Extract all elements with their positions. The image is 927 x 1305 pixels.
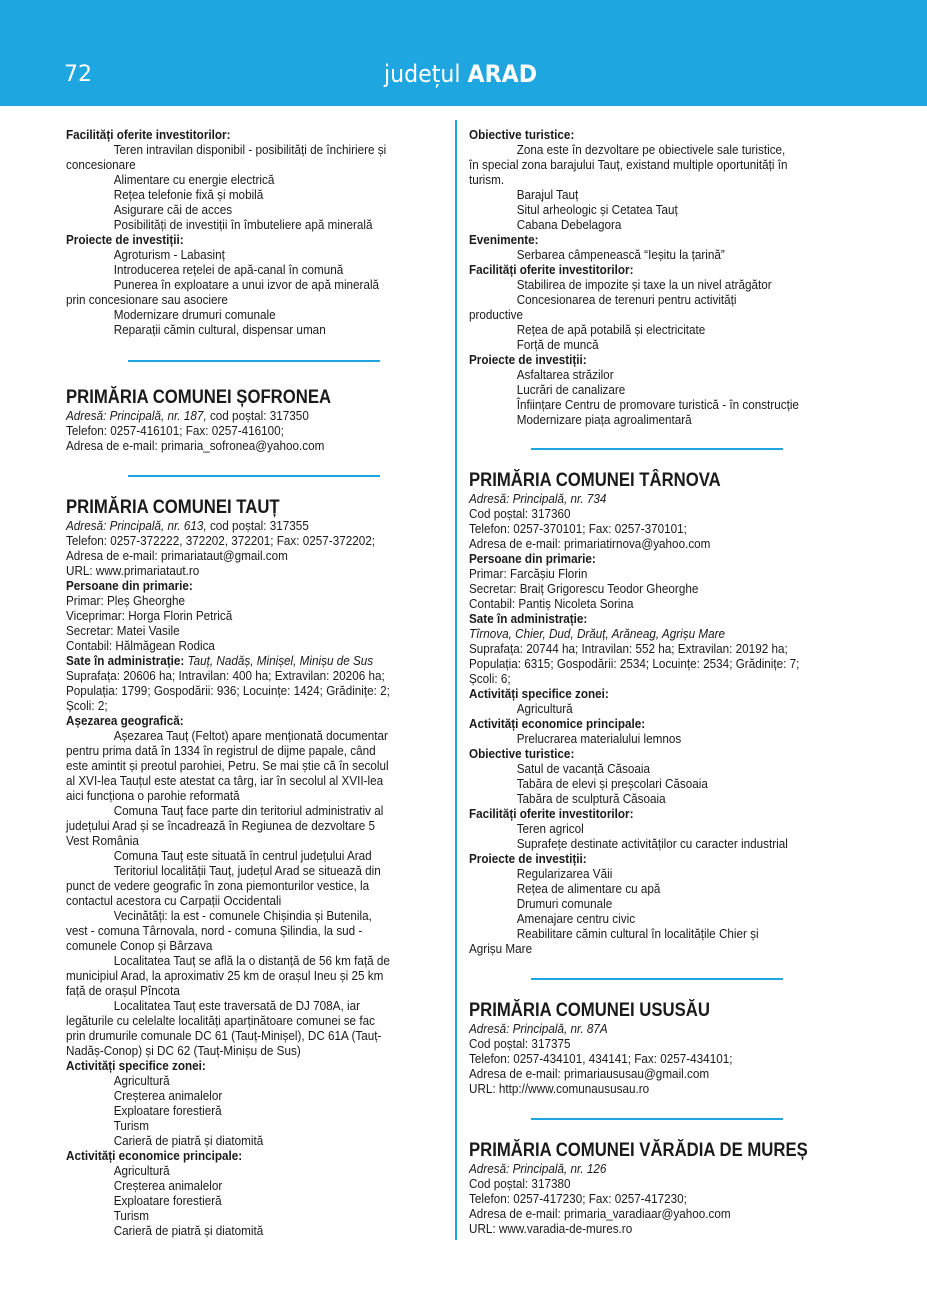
- section-label: Proiecte de investiții:: [469, 851, 587, 866]
- section-label: Așezarea geografică:: [66, 713, 184, 728]
- text-line: Cabana Debelagora: [516, 217, 622, 232]
- page-header: [0, 0, 927, 106]
- address-line: Adresă: Principală, nr. 734: [469, 491, 607, 506]
- text-line: Reabilitare cămin cultural în localitățile Chier și: [516, 926, 759, 941]
- text-line: Alimentare cu energie electrică: [113, 172, 275, 187]
- text-line: Populația: 6315; Gospodării: 2534; Locuințe: 2534; Grădinițe: 7;: [469, 656, 800, 671]
- left-column: [66, 127, 442, 1238]
- text-line: Secretar: Braiț Grigorescu Teodor Gheorghe: [469, 581, 699, 596]
- text-line: Creșterea animalelor: [113, 1088, 223, 1103]
- text-line: Vest România: [66, 833, 139, 848]
- text-line: Comuna Tauț este situată în centrul județului Arad: [113, 848, 372, 863]
- text-line: Tabăra de sculptură Căsoaia: [516, 791, 666, 806]
- text-line: turism.: [469, 172, 505, 187]
- header-title-county: ARAD: [467, 60, 538, 88]
- page-number: 72: [64, 62, 92, 87]
- text-line: Asfaltarea străzilor: [516, 367, 614, 382]
- section-separator: [531, 1118, 783, 1120]
- url-line: URL: http://www.comunaususau.ro: [469, 1081, 650, 1096]
- text-line: Carieră de piatră și diatomită: [113, 1223, 264, 1238]
- text-line: Exploatare forestieră: [113, 1193, 222, 1208]
- text-line: Teren agricol: [516, 821, 584, 836]
- text-line: Agricultură: [516, 701, 573, 716]
- postal-code-line: Cod poștal: 317380: [469, 1176, 571, 1191]
- section-title-tarnova: PRIMĂRIA COMUNEI TÂRNOVA: [469, 470, 721, 491]
- text-line: Suprafețe destinate activităților cu caracter industrial: [516, 836, 788, 851]
- email-line: Adresa de e-mail: primariaususau@gmail.com: [469, 1066, 710, 1081]
- text-line: Situl arheologic și Cetatea Tauț: [516, 202, 678, 217]
- text-line: Introducerea rețelei de apă-canal în comună: [113, 262, 344, 277]
- text-line: Serbarea câmpenească “Ieșitu la țarină”: [516, 247, 725, 262]
- text-line: Școli: 2;: [66, 698, 108, 713]
- text-line: al XVI-lea Tauțul este atestat ca târg, iar în secolul al XVII-lea: [66, 773, 384, 788]
- section-title-sofronea: PRIMĂRIA COMUNEI ȘOFRONEA: [66, 387, 332, 408]
- text-line: Contabil: Hălmăgean Rodica: [66, 638, 215, 653]
- text-line: Stabilirea de impozite și taxe la un nivel atrăgător: [516, 277, 772, 292]
- text-line: Teren intravilan disponibil - posibilități de închiriere și: [113, 142, 387, 157]
- right-column: [469, 127, 853, 1236]
- text-line: Turism: [113, 1118, 150, 1133]
- text-line: productive: [469, 307, 523, 322]
- section-label: Sate în administrație:: [66, 653, 185, 668]
- text-line: este amintit și preotul parohiei, Petru. Se mai știe că în secolul: [66, 758, 389, 773]
- sate-line: [66, 653, 404, 668]
- text-line: Localitatea Tauț se află la o distanță de 56 km față de: [113, 953, 390, 968]
- header-title: [384, 60, 537, 88]
- text-line: Forță de muncă: [516, 337, 599, 352]
- text-line: Concesionarea de terenuri pentru activități: [516, 292, 737, 307]
- address-italic: Adresă: Principală, nr. 187,: [66, 408, 207, 423]
- sate-value: Tauț, Nadăș, Minișel, Minișu de Sus: [184, 653, 374, 668]
- text-line: Primar: Pleș Gheorghe: [66, 593, 186, 608]
- text-line: Suprafața: 20744 ha; Intravilan: 552 ha; Extravilan: 20192 ha;: [469, 641, 788, 656]
- text-line: Tabăra de elevi și preșcolari Căsoaia: [516, 776, 708, 791]
- phone-line: Telefon: 0257-434101, 434141; Fax: 0257-434101;: [469, 1051, 733, 1066]
- address-rest: cod poștal: 317355: [206, 518, 309, 533]
- text-line: Viceprimar: Horga Florin Petrică: [66, 608, 233, 623]
- section-label: Activități economice principale:: [469, 716, 646, 731]
- url-line: URL: www.varadia-de-mures.ro: [469, 1221, 633, 1236]
- column-divider: [455, 120, 457, 1240]
- text-line: Rețea de apă potabilă și electricitate: [516, 322, 706, 337]
- email-line: Adresa de e-mail: primaria_sofronea@yahoo.com: [66, 438, 325, 453]
- text-line: Exploatare forestieră: [113, 1103, 222, 1118]
- phone-line: Telefon: 0257-416101; Fax: 0257-416100;: [66, 423, 284, 438]
- text-line: Asigurare căi de acces: [113, 202, 233, 217]
- text-line: legăturile cu celelalte localități aparținătoare comunei se fac: [66, 1013, 375, 1028]
- phone-line: Telefon: 0257-370101; Fax: 0257-370101;: [469, 521, 687, 536]
- text-line: Drumuri comunale: [516, 896, 613, 911]
- address-line: [66, 408, 404, 423]
- text-line: Localitatea Tauț este traversată de DJ 708A, iar: [113, 998, 360, 1013]
- section-label: Obiective turistice:: [469, 127, 575, 142]
- text-line: Modernizare piața agroalimentară: [516, 412, 692, 427]
- text-line: Prelucrarea materialului lemnos: [516, 731, 682, 746]
- text-line: Agricultură: [113, 1073, 170, 1088]
- text-line: Școli: 6;: [469, 671, 511, 686]
- text-line: Modernizare drumuri comunale: [113, 307, 276, 322]
- section-label: Facilități oferite investitorilor:: [66, 127, 231, 142]
- text-line: Contabil: Pantiș Nicoleta Sorina: [469, 596, 634, 611]
- text-line: Agrișu Mare: [469, 941, 533, 956]
- text-line: față de orașul Pîncota: [66, 983, 180, 998]
- text-line: Rețea telefonie fixă și mobilă: [113, 187, 264, 202]
- email-line: Adresa de e-mail: primariatirnova@yahoo.com: [469, 536, 711, 551]
- text-line: Zona este în dezvoltare pe obiectivele sale turistice,: [516, 142, 786, 157]
- text-line: Regularizarea Văii: [516, 866, 613, 881]
- section-label: Activități specifice zonei:: [469, 686, 609, 701]
- text-line: Amenajare centru civic: [516, 911, 636, 926]
- email-line: Adresa de e-mail: primariataut@gmail.com: [66, 548, 288, 563]
- section-label: Proiecte de investiții:: [66, 232, 184, 247]
- text-line: Creșterea animalelor: [113, 1178, 223, 1193]
- section-title-ususau: PRIMĂRIA COMUNEI USUSĂU: [469, 1000, 710, 1021]
- text-line: Înființare Centru de promovare turistică - în construcție: [516, 397, 799, 412]
- section-title-varadia: PRIMĂRIA COMUNEI VĂRĂDIA DE MUREȘ: [469, 1140, 808, 1161]
- section-separator: [531, 448, 783, 450]
- text-line: Teritoriul localității Tauț, județul Arad se situează din: [113, 863, 381, 878]
- text-line: Agroturism - Labasinț: [113, 247, 225, 262]
- text-line: pentru prima dată în 1334 în registrul de dijme papale, când: [66, 743, 376, 758]
- text-line: municipiul Arad, la aproximativ 25 km de orașul Ineu și 25 km: [66, 968, 384, 983]
- section-separator: [128, 360, 380, 362]
- text-line: Punerea în exploatare a unui izvor de apă minerală: [113, 277, 380, 292]
- text-line: Nadăș-Conop) și DC 62 (Tauț-Minișu de Sus): [66, 1043, 301, 1058]
- text-line: Reparații cămin cultural, dispensar uman: [113, 322, 326, 337]
- section-label: Proiecte de investiții:: [469, 352, 587, 367]
- text-line: Carieră de piatră și diatomită: [113, 1133, 264, 1148]
- text-line: Barajul Tauț: [516, 187, 579, 202]
- postal-code-line: Cod poștal: 317360: [469, 506, 571, 521]
- text-line: prin concesionare sau asociere: [66, 292, 228, 307]
- text-line: Populația: 1799; Gospodării: 936; Locuințe: 1424; Grădinițe: 2;: [66, 683, 390, 698]
- section-title-taut: PRIMĂRIA COMUNEI TAUȚ: [66, 497, 280, 518]
- section-label: Persoane din primarie:: [66, 578, 193, 593]
- url-line: URL: www.primariataut.ro: [66, 563, 200, 578]
- text-line: Secretar: Matei Vasile: [66, 623, 180, 638]
- text-line: Așezarea Tauț (Feltot) apare menționată documentar: [113, 728, 388, 743]
- header-title-prefix: județul: [384, 60, 468, 88]
- phone-line: Telefon: 0257-417230; Fax: 0257-417230;: [469, 1191, 687, 1206]
- text-line: în special zona barajului Tauț, existand multiple oportunități în: [469, 157, 788, 172]
- text-line: punct de vedere geografic în zona piemonturilor vestice, la: [66, 878, 370, 893]
- section-label: Sate în administrație:: [469, 611, 588, 626]
- text-line: Satul de vacanță Căsoaia: [516, 761, 651, 776]
- section-label: Obiective turistice:: [469, 746, 575, 761]
- text-line: prin drumurile comunale DC 61 (Tauț-Minișel), DC 61A (Tauț-: [66, 1028, 382, 1043]
- text-line: Turism: [113, 1208, 150, 1223]
- section-label: Facilități oferite investitorilor:: [469, 806, 634, 821]
- section-separator: [531, 978, 783, 980]
- address-italic: Adresă: Principală, nr. 613,: [66, 518, 207, 533]
- text-line: județului Arad și se încadrează în Regiunea de dezvoltare 5: [66, 818, 375, 833]
- section-label: Facilități oferite investitorilor:: [469, 262, 634, 277]
- text-line: aici funcționa o parohie reformată: [66, 788, 240, 803]
- sate-value: Tîrnova, Chier, Dud, Drăuț, Arăneag, Agrișu Mare: [469, 626, 726, 641]
- section-separator: [128, 475, 380, 477]
- text-line: vest - comuna Târnovala, nord - comuna Șilindia, la sud -: [66, 923, 363, 938]
- text-line: comunele Conop și Bârzava: [66, 938, 213, 953]
- text-line: Agricultură: [113, 1163, 170, 1178]
- section-label: Persoane din primarie:: [469, 551, 596, 566]
- phone-line: Telefon: 0257-372222, 372202, 372201; Fax: 0257-372202;: [66, 533, 376, 548]
- email-line: Adresa de e-mail: primaria_varadiaar@yahoo.com: [469, 1206, 731, 1221]
- text-line: Comuna Tauț face parte din teritoriul administrativ al: [113, 803, 384, 818]
- section-label: Activități economice principale:: [66, 1148, 243, 1163]
- address-line: Adresă: Principală, nr. 87A: [469, 1021, 608, 1036]
- text-line: Rețea de alimentare cu apă: [516, 881, 661, 896]
- postal-code-line: Cod poștal: 317375: [469, 1036, 571, 1051]
- text-line: Vecinătăți: la est - comunele Chișindia și Butenila,: [113, 908, 372, 923]
- address-line: [66, 518, 404, 533]
- address-rest: cod poștal: 317350: [206, 408, 309, 423]
- text-line: concesionare: [66, 157, 136, 172]
- address-line: Adresă: Principală, nr. 126: [469, 1161, 607, 1176]
- section-label: Activități specifice zonei:: [66, 1058, 206, 1073]
- text-line: Lucrări de canalizare: [516, 382, 626, 397]
- text-line: contactul acestora cu Carpații Occidentali: [66, 893, 282, 908]
- text-line: Posibilități de investiții în îmbuteliere apă minerală: [113, 217, 373, 232]
- section-label: Evenimente:: [469, 232, 539, 247]
- text-line: Primar: Farcășiu Florin: [469, 566, 588, 581]
- text-line: Suprafața: 20606 ha; Intravilan: 400 ha; Extravilan: 20206 ha;: [66, 668, 385, 683]
